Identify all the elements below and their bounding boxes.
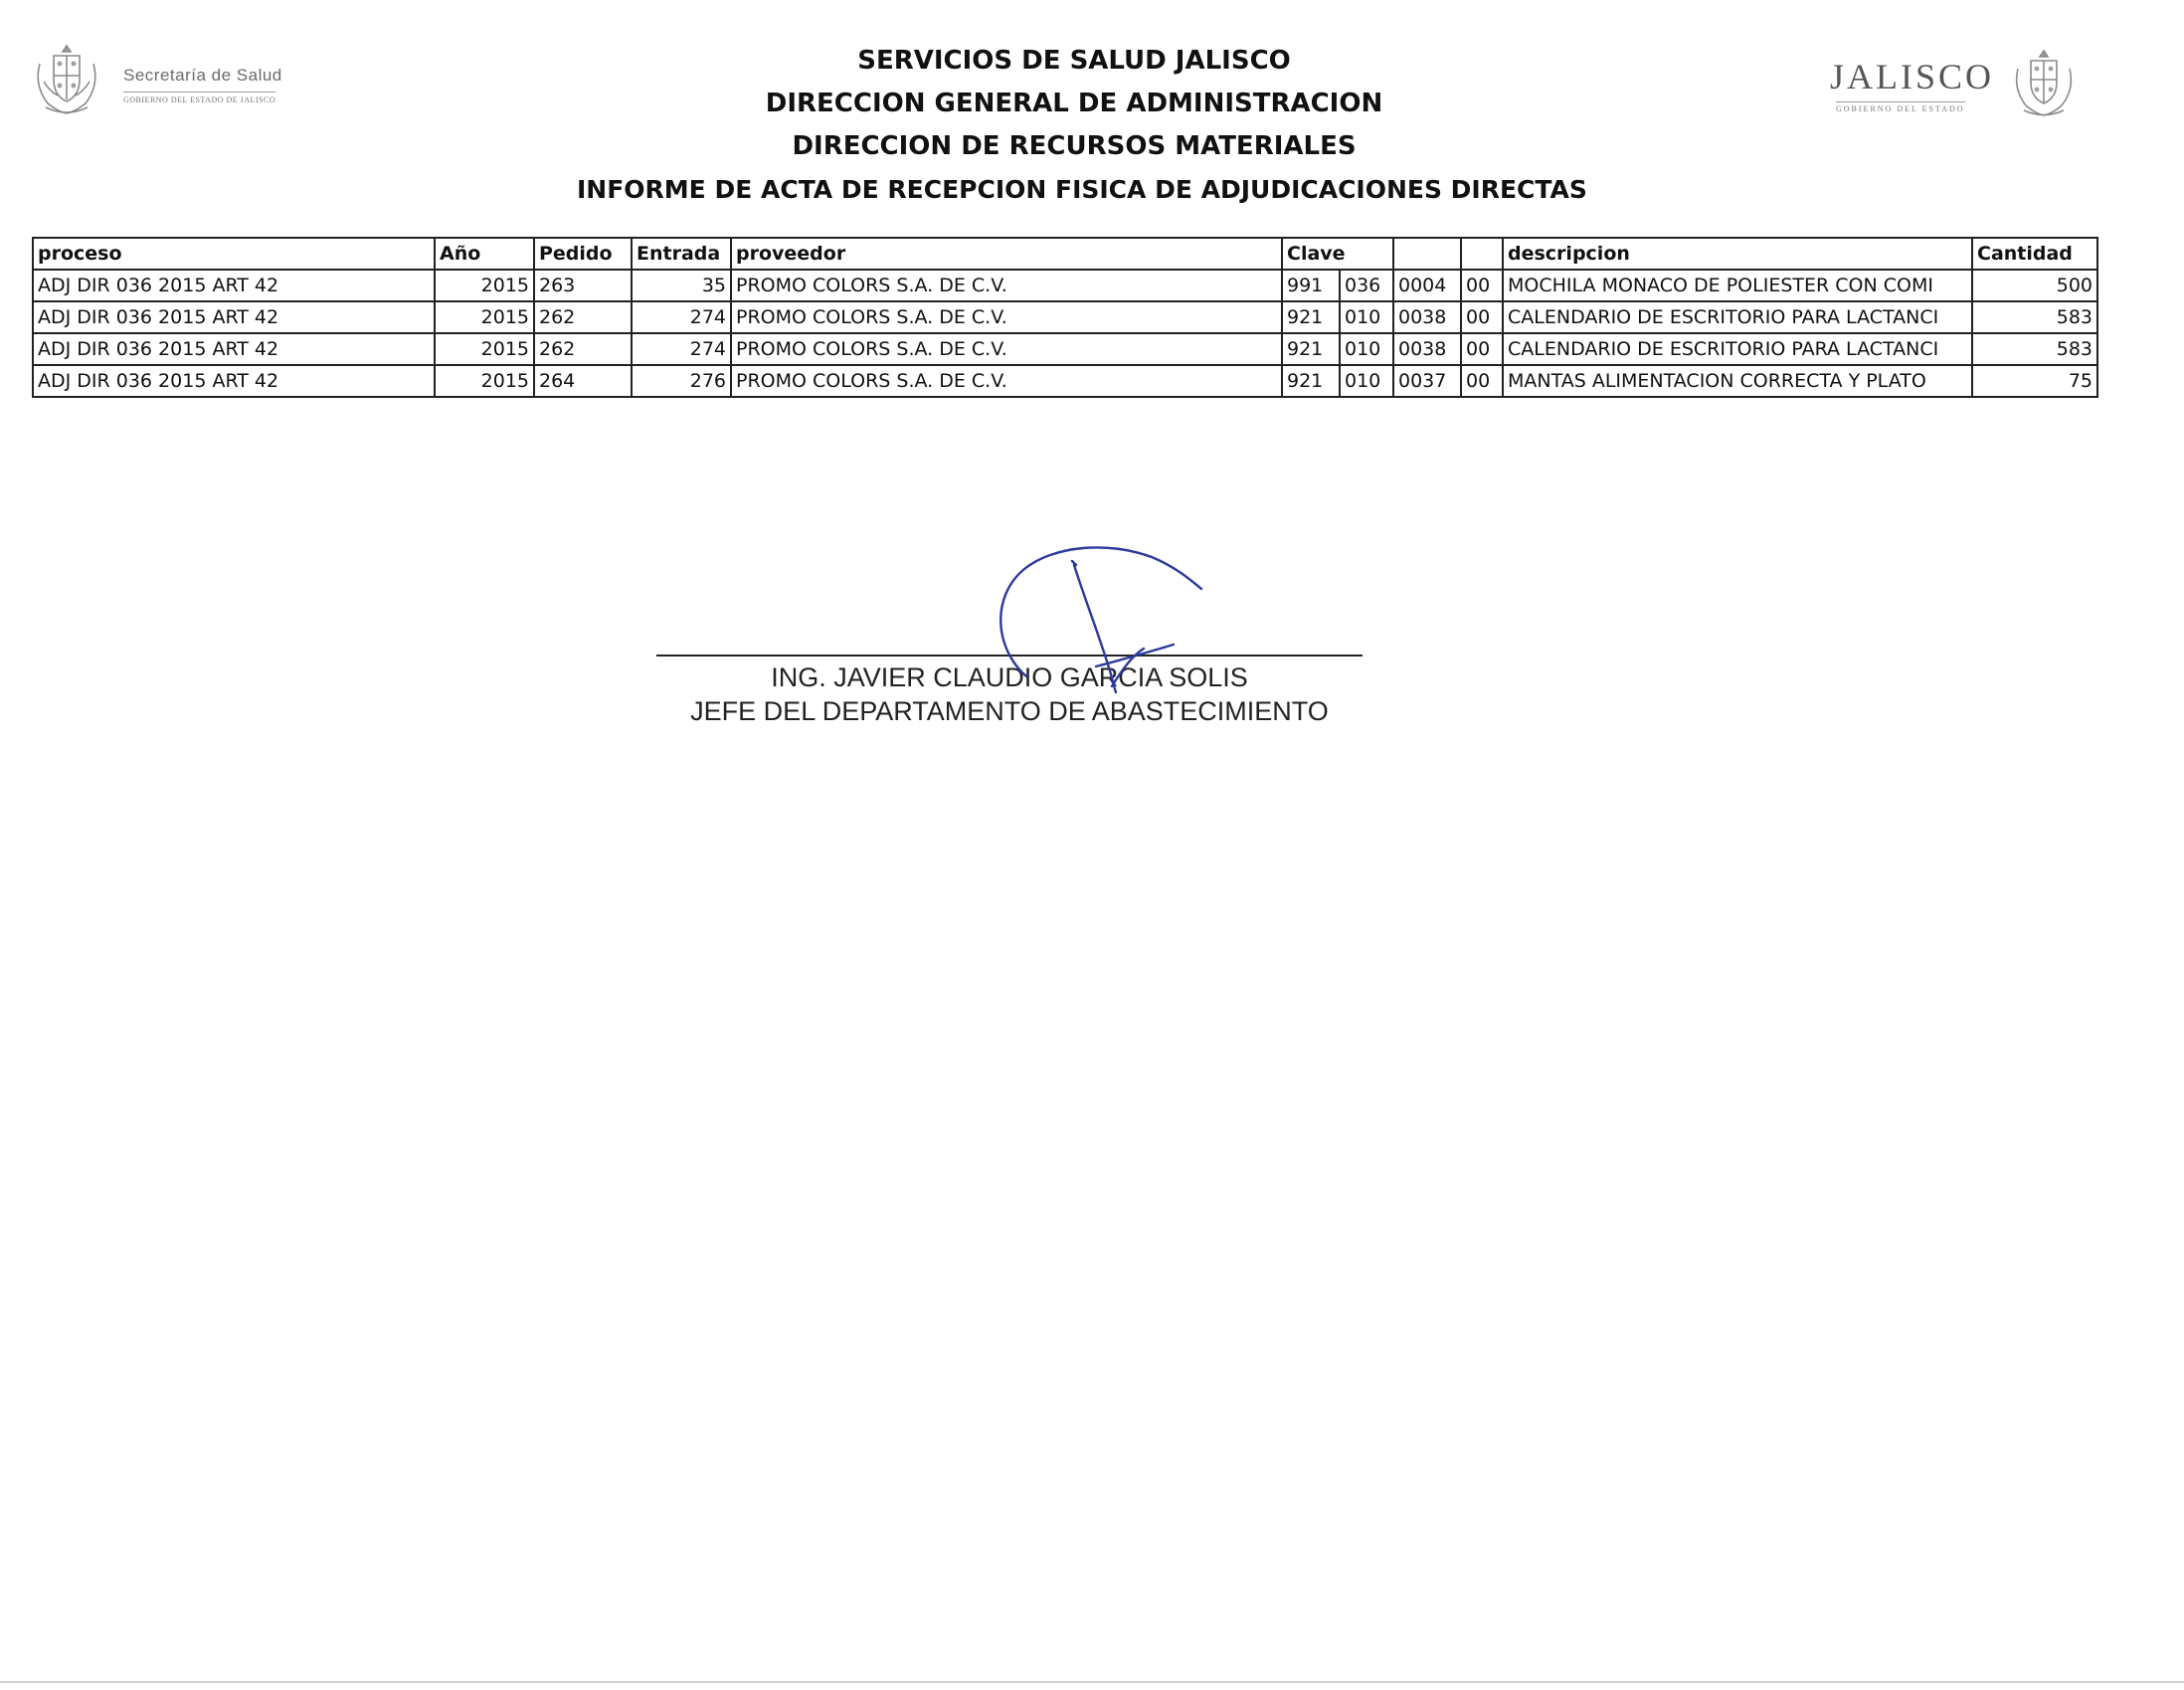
cell-clave-3: 0004 <box>1393 270 1461 301</box>
cell-proceso: ADJ DIR 036 2015 ART 42 <box>33 365 435 397</box>
cell-clave-3: 0037 <box>1393 365 1461 397</box>
title-line-4: INFORME DE ACTA DE RECEPCION FISICA DE ADJUDICACIONES DIRECTAS <box>577 175 1587 204</box>
cell-clave-2: 036 <box>1340 270 1393 301</box>
header-cantidad: Cantidad <box>1972 238 2097 270</box>
cell-proceso: ADJ DIR 036 2015 ART 42 <box>33 333 435 365</box>
cell-clave-4: 00 <box>1461 301 1503 333</box>
table-row <box>33 365 2097 397</box>
table-row <box>33 301 2097 333</box>
table-row <box>33 270 2097 301</box>
cell-clave-3: 0038 <box>1393 333 1461 365</box>
header-clave: Clave <box>1282 238 1393 270</box>
cell-proveedor: PROMO COLORS S.A. DE C.V. <box>731 365 1282 397</box>
right-logo-name: JALISCO <box>1830 57 1995 96</box>
secretaria-de-salud-logo <box>32 42 290 121</box>
page-bottom-edge <box>0 1681 2184 1683</box>
cell-proveedor: PROMO COLORS S.A. DE C.V. <box>731 270 1282 301</box>
right-logo-subtitle: GOBIERNO DEL ESTADO <box>1836 101 1965 113</box>
cell-descripcion: CALENDARIO DE ESCRITORIO PARA LACTANCI <box>1503 333 1972 365</box>
cell-anio: 2015 <box>435 365 534 397</box>
cell-cantidad: 583 <box>1972 301 2097 333</box>
reception-report-table <box>32 237 2098 398</box>
signer-name: ING. JAVIER CLAUDIO GARCIA SOLIS <box>771 662 1248 692</box>
cell-clave-2: 010 <box>1340 333 1393 365</box>
header-clave-blank-2 <box>1461 238 1503 270</box>
cell-clave-1: 921 <box>1282 365 1340 397</box>
table-row <box>33 333 2097 365</box>
cell-descripcion: MOCHILA MONACO DE POLIESTER CON COMI <box>1503 270 1972 301</box>
cell-entrada: 274 <box>632 333 731 365</box>
cell-cantidad: 500 <box>1972 270 2097 301</box>
jalisco-government-logo <box>1830 48 2079 127</box>
header-pedido: Pedido <box>534 238 632 270</box>
signer-title: JEFE DEL DEPARTAMENTO DE ABASTECIMIENTO <box>690 696 1329 726</box>
cell-proceso: ADJ DIR 036 2015 ART 42 <box>33 270 435 301</box>
cell-clave-4: 00 <box>1461 333 1503 365</box>
cell-proceso: ADJ DIR 036 2015 ART 42 <box>33 301 435 333</box>
jalisco-coat-of-arms-icon <box>2011 48 2077 119</box>
cell-anio: 2015 <box>435 270 534 301</box>
cell-anio: 2015 <box>435 333 534 365</box>
cell-proveedor: PROMO COLORS S.A. DE C.V. <box>731 301 1282 333</box>
cell-clave-3: 0038 <box>1393 301 1461 333</box>
cell-anio: 2015 <box>435 301 534 333</box>
cell-pedido: 264 <box>534 365 632 397</box>
jalisco-coat-of-arms-icon <box>32 42 101 117</box>
cell-entrada: 35 <box>632 270 731 301</box>
header-proceso: proceso <box>33 238 435 270</box>
cell-pedido: 263 <box>534 270 632 301</box>
title-line-2: DIRECCION GENERAL DE ADMINISTRACION <box>765 89 1383 118</box>
document-title-block <box>577 40 1587 211</box>
cell-descripcion: MANTAS ALIMENTACION CORRECTA Y PLATO <box>1503 365 1972 397</box>
left-logo-name: Secretaría de Salud <box>123 66 282 85</box>
cell-entrada: 274 <box>632 301 731 333</box>
cell-pedido: 262 <box>534 333 632 365</box>
header-proveedor: proveedor <box>731 238 1282 270</box>
title-line-3: DIRECCION DE RECURSOS MATERIALES <box>792 131 1357 161</box>
header-clave-blank-1 <box>1393 238 1461 270</box>
cell-descripcion: CALENDARIO DE ESCRITORIO PARA LACTANCI <box>1503 301 1972 333</box>
cell-cantidad: 75 <box>1972 365 2097 397</box>
handwritten-signature <box>985 537 1223 706</box>
cell-proveedor: PROMO COLORS S.A. DE C.V. <box>731 333 1282 365</box>
cell-clave-2: 010 <box>1340 301 1393 333</box>
cell-entrada: 276 <box>632 365 731 397</box>
cell-clave-1: 921 <box>1282 333 1340 365</box>
cell-clave-1: 921 <box>1282 301 1340 333</box>
cell-clave-1: 991 <box>1282 270 1340 301</box>
header-anio: Año <box>435 238 534 270</box>
cell-pedido: 262 <box>534 301 632 333</box>
cell-cantidad: 583 <box>1972 333 2097 365</box>
cell-clave-2: 010 <box>1340 365 1393 397</box>
cell-clave-4: 00 <box>1461 270 1503 301</box>
left-logo-subtitle: GOBIERNO DEL ESTADO DE JALISCO <box>123 92 275 104</box>
header-descripcion: descripcion <box>1503 238 1972 270</box>
cell-clave-4: 00 <box>1461 365 1503 397</box>
table-header-row <box>33 238 2097 270</box>
title-line-1: SERVICIOS DE SALUD JALISCO <box>857 46 1291 76</box>
header-entrada: Entrada <box>632 238 731 270</box>
